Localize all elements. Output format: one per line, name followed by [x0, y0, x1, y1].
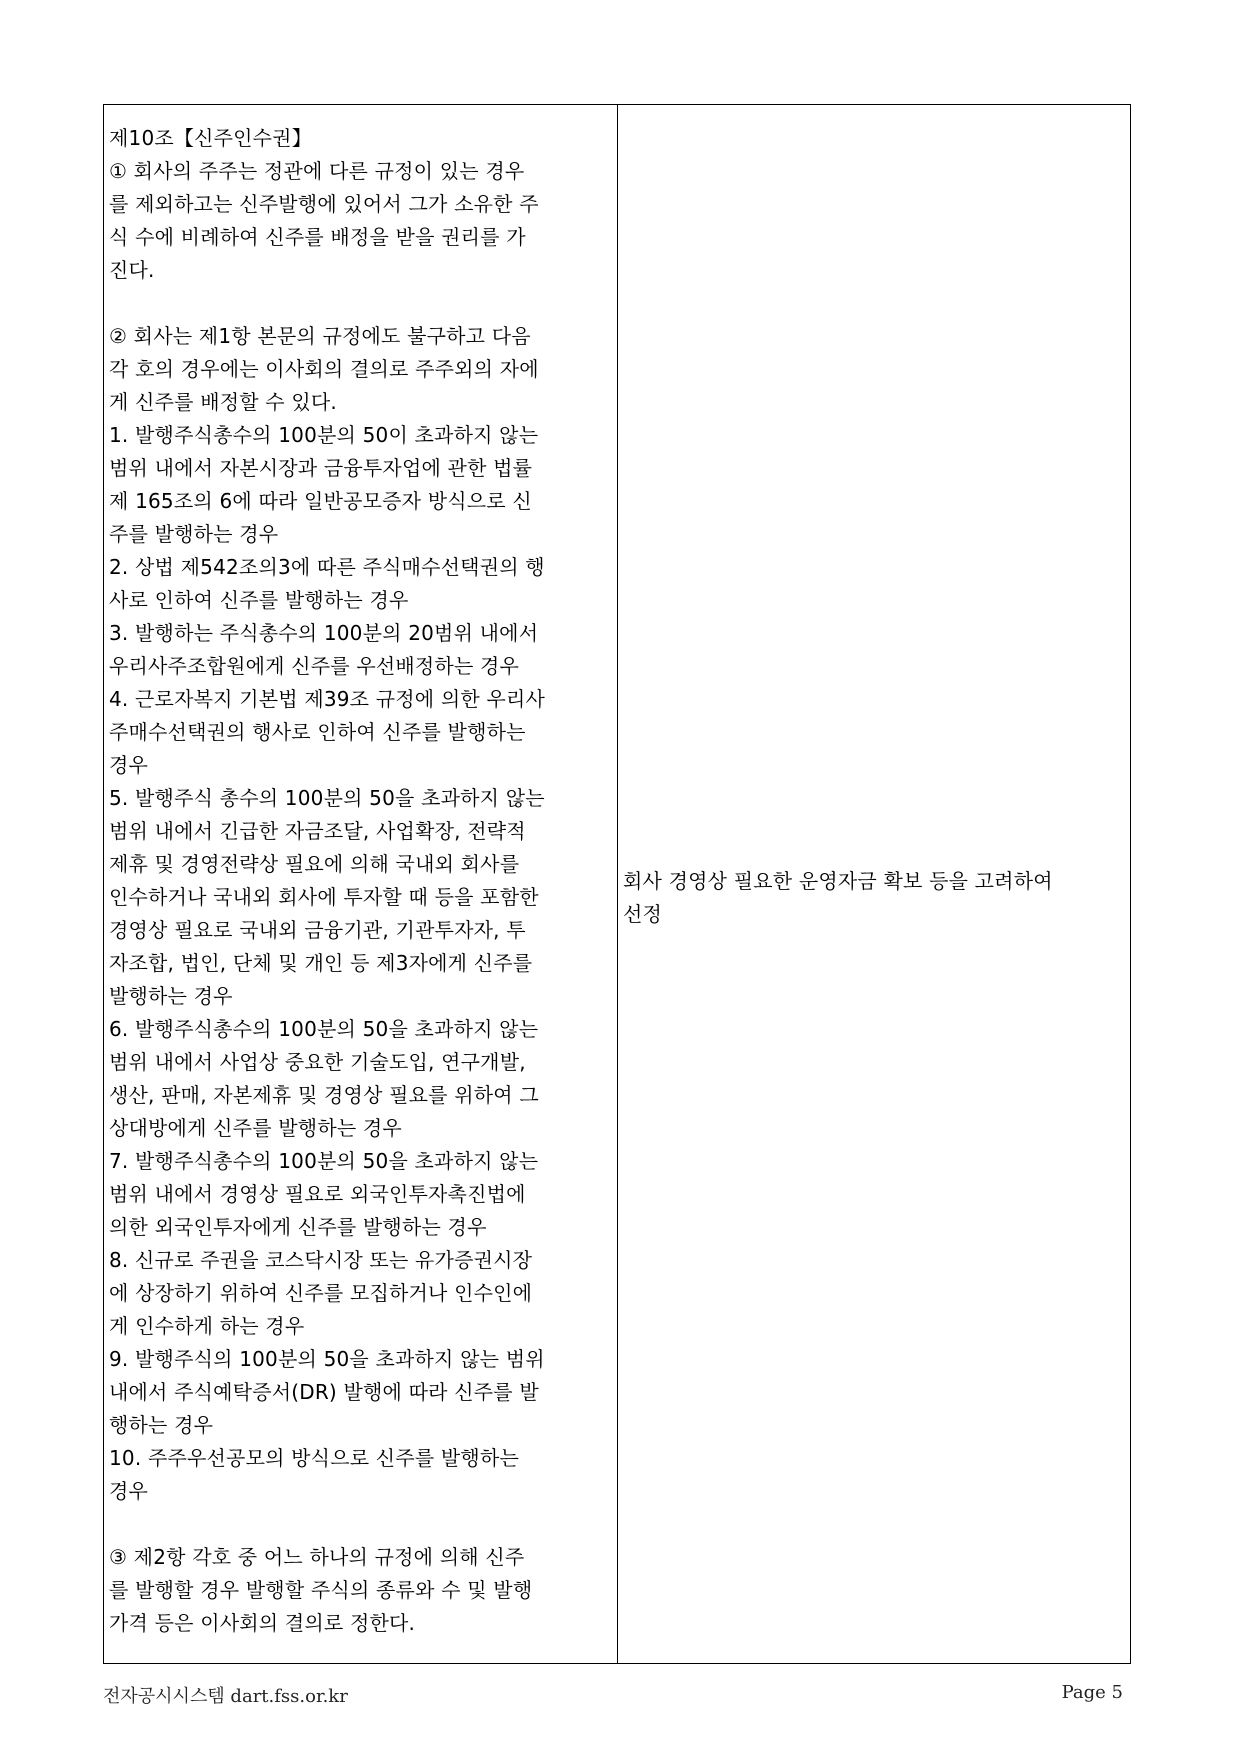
article-line: 제10조【신주인수권】 [109, 126, 312, 150]
article-line: 에 상장하기 위하여 신주를 모집하거나 인수인에 [109, 1281, 533, 1305]
article-line: 범위 내에서 사업상 중요한 기술도입, 연구개발, [109, 1050, 526, 1074]
reason-cell [618, 105, 1130, 1663]
article-line: 범위 내에서 자본시장과 금융투자업에 관한 법률 [109, 456, 533, 480]
article-line: 각 호의 경우에는 이사회의 결의로 주주외의 자에 [109, 357, 539, 381]
article-line: 행하는 경우 [109, 1413, 214, 1437]
article-line: 식 수에 비례하여 신주를 배정을 받을 권리를 가 [109, 225, 526, 249]
article-line: 게 신주를 배정할 수 있다. [109, 390, 337, 414]
article-line: 인수하거나 국내외 회사에 투자할 때 등을 포함한 [109, 885, 539, 909]
article-line: 내에서 주식예탁증서(DR) 발행에 따라 신주를 발 [109, 1380, 539, 1404]
reason-text [623, 865, 1053, 931]
article-line: 진다. [109, 258, 155, 282]
article-line: 4. 근로자복지 기본법 제39조 규정에 의한 우리사 [109, 687, 546, 711]
article-line: 주를 발행하는 경우 [109, 522, 279, 546]
article-line: 7. 발행주식총수의 100분의 50을 초과하지 않는 [109, 1149, 539, 1173]
article-line: 주매수선택권의 행사로 인하여 신주를 발행하는 [109, 720, 526, 744]
reason-line: 선정 [623, 902, 663, 926]
footer-page-number: Page 5 [1061, 1682, 1123, 1703]
article-line: 를 제외하고는 신주발행에 있어서 그가 소유한 주 [109, 192, 539, 216]
article-line: 경우 [109, 753, 149, 777]
article-line: 9. 발행주식의 100분의 50을 초과하지 않는 범위 [109, 1347, 545, 1371]
article-line: ① 회사의 주주는 정관에 다른 규정이 있는 경우 [109, 159, 525, 183]
reason-line: 회사 경영상 필요한 운영자금 확보 등을 고려하여 [623, 869, 1053, 893]
article-line: 6. 발행주식총수의 100분의 50을 초과하지 않는 [109, 1017, 539, 1041]
article-line: 2. 상법 제542조의3에 따른 주식매수선택권의 행 [109, 555, 545, 579]
article-line: 를 발행할 경우 발행할 주식의 종류와 수 및 발행 [109, 1578, 533, 1602]
article-line: ③ 제2항 각호 중 어느 하나의 규정에 의해 신주 [109, 1545, 525, 1569]
article-line: 경우 [109, 1479, 149, 1503]
articles-table [103, 104, 1131, 1664]
article-line: 우리사주조합원에게 신주를 우선배정하는 경우 [109, 654, 520, 678]
article-line: 제 165조의 6에 따라 일반공모증자 방식으로 신 [109, 489, 532, 513]
article-line: 범위 내에서 긴급한 자금조달, 사업확장, 전략적 [109, 819, 526, 843]
article-line: 사로 인하여 신주를 발행하는 경우 [109, 588, 409, 612]
article-line: 의한 외국인투자에게 신주를 발행하는 경우 [109, 1215, 487, 1239]
article-line: 10. 주주우선공모의 방식으로 신주를 발행하는 [109, 1446, 519, 1470]
article-line: ② 회사는 제1항 본문의 규정에도 불구하고 다음 [109, 324, 531, 348]
article-line: 8. 신규로 주권을 코스닥시장 또는 유가증권시장 [109, 1248, 533, 1272]
article-line: 생산, 판매, 자본제휴 및 경영상 필요를 위하여 그 [109, 1083, 539, 1107]
footer-source: 전자공시시스템 dart.fss.or.kr [103, 1686, 348, 1707]
article-line: 발행하는 경우 [109, 984, 233, 1008]
article-line: 3. 발행하는 주식총수의 100분의 20범위 내에서 [109, 621, 539, 645]
blank-line [109, 287, 611, 320]
article-text-cell [104, 105, 618, 1663]
article-line: 가격 등은 이사회의 결의로 정한다. [109, 1611, 416, 1635]
article-line: 게 인수하게 하는 경우 [109, 1314, 305, 1338]
article-line: 1. 발행주식총수의 100분의 50이 초과하지 않는 [109, 423, 539, 447]
article-line: 자조합, 법인, 단체 및 개인 등 제3자에게 신주를 [109, 951, 533, 975]
article-line: 5. 발행주식 총수의 100분의 50을 초과하지 않는 [109, 786, 545, 810]
article-line: 제휴 및 경영전략상 필요에 의해 국내외 회사를 [109, 852, 520, 876]
article-line: 범위 내에서 경영상 필요로 외국인투자촉진법에 [109, 1182, 526, 1206]
article-line: 경영상 필요로 국내외 금융기관, 기관투자자, 투 [109, 918, 526, 942]
blank-line [109, 1508, 611, 1541]
article-line: 상대방에게 신주를 발행하는 경우 [109, 1116, 402, 1140]
